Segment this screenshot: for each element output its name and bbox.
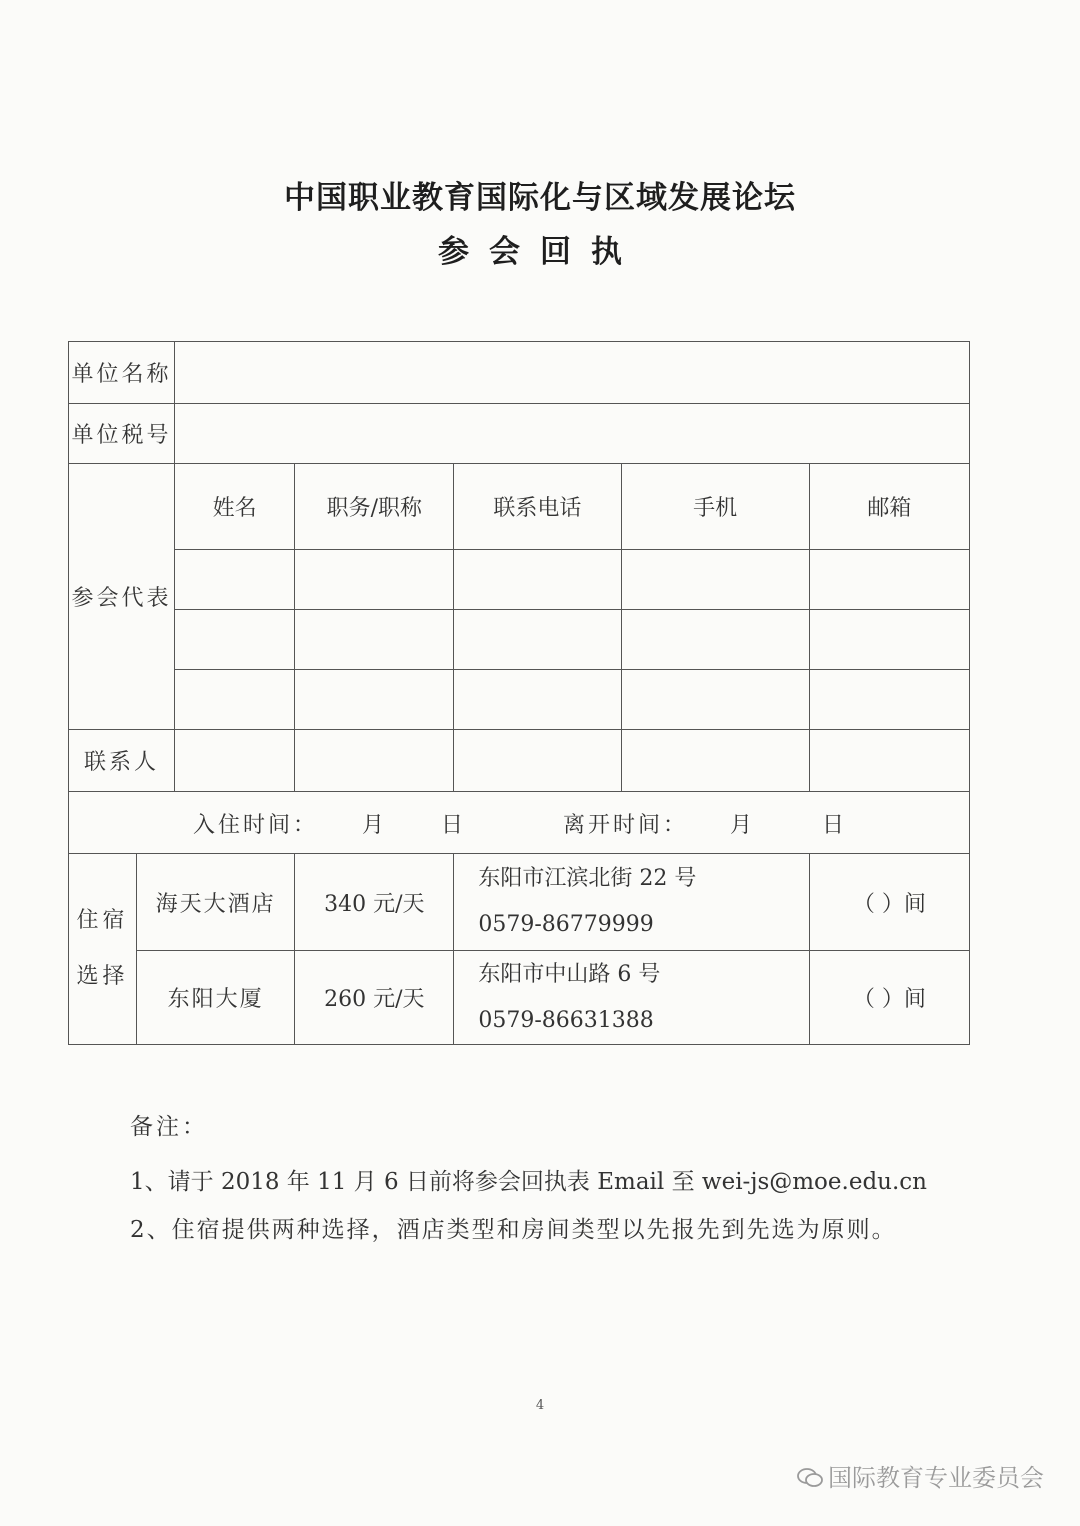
- col-header-name: 姓名: [175, 464, 295, 550]
- hotel-address-cell: [454, 854, 809, 951]
- watermark: [796, 1458, 1044, 1493]
- stay-choice-label: [69, 854, 137, 1045]
- rep-name-cell[interactable]: [175, 670, 295, 730]
- contact-phone-cell[interactable]: [454, 730, 621, 792]
- note-item-1: 1、请于 2018 年 11 月 6 日前将参会回执表 Email 至 wei-js@moe.edu.cn: [130, 1169, 927, 1195]
- hotel-phone: 0579-86779999: [478, 912, 654, 937]
- hotel-row: [69, 854, 970, 951]
- notes-heading: 备注：: [130, 1114, 208, 1140]
- checkout-day: 日: [822, 812, 845, 838]
- note-item-2: 2、住宿提供两种选择，酒店类型和房间类型以先报先到先选为原则。: [130, 1217, 897, 1243]
- checkout-month: 月: [730, 812, 753, 838]
- rep-mobile-cell[interactable]: [621, 670, 809, 730]
- checkin-month: 月: [362, 812, 385, 838]
- hotel-address: 东阳市江滨北街 22 号: [478, 866, 697, 891]
- checkout-label: 离开时间：: [563, 812, 689, 838]
- hotel-name: 东阳大厦: [137, 951, 295, 1045]
- col-header-title: 职务/职称: [295, 464, 454, 550]
- rep-phone-cell[interactable]: [454, 550, 621, 610]
- registration-form: [68, 341, 970, 1045]
- rep-phone-cell[interactable]: [454, 670, 621, 730]
- watermark-text: 国际教育专业委员会: [828, 1464, 1044, 1492]
- rep-title-cell[interactable]: [295, 550, 454, 610]
- stay-label-line1: 住宿: [76, 908, 129, 933]
- hotel-phone: 0579-86631388: [478, 1007, 654, 1033]
- rep-email-cell[interactable]: [809, 550, 969, 610]
- stay-label-line2: 选择: [76, 964, 129, 989]
- col-header-phone: 联系电话: [454, 464, 621, 550]
- contact-title-cell[interactable]: [295, 730, 454, 792]
- hotel-price: 340 元/天: [295, 854, 454, 951]
- checkin-label: 入住时间：: [193, 812, 319, 838]
- table-row: [69, 670, 970, 730]
- contact-label: 联系人: [69, 730, 175, 792]
- rep-email-cell[interactable]: [809, 610, 969, 670]
- col-header-mobile: 手机: [621, 464, 809, 550]
- stay-dates-row: [69, 792, 970, 854]
- col-header-email: 邮箱: [809, 464, 969, 550]
- rep-title-cell[interactable]: [295, 670, 454, 730]
- document-title: 中国职业教育国际化与区域发展论坛: [284, 180, 796, 216]
- unit-name-label: 单位名称: [69, 342, 175, 404]
- checkin-day: 日: [441, 812, 464, 838]
- contact-name-cell[interactable]: [175, 730, 295, 792]
- rep-name-cell[interactable]: [175, 550, 295, 610]
- hotel-rooms[interactable]: （ ）间: [809, 951, 969, 1045]
- page-number: 4: [535, 1398, 545, 1413]
- rep-mobile-cell[interactable]: [621, 610, 809, 670]
- contact-email-cell[interactable]: [809, 730, 969, 792]
- rep-name-cell[interactable]: [175, 610, 295, 670]
- rep-title-cell[interactable]: [295, 610, 454, 670]
- table-row: [69, 550, 970, 610]
- hotel-name: 海天大酒店: [137, 854, 295, 951]
- hotel-price: 260 元/天: [295, 951, 454, 1045]
- table-row: [69, 610, 970, 670]
- hotel-address: 东阳市中山路 6 号: [478, 961, 661, 987]
- contact-mobile-cell[interactable]: [621, 730, 809, 792]
- hotel-row: [69, 951, 970, 1045]
- hotel-address-cell: [454, 951, 809, 1045]
- document-subtitle: 参会回执: [438, 234, 642, 270]
- rep-label: 参会代表: [69, 464, 175, 730]
- wechat-icon: [796, 1467, 824, 1489]
- rep-mobile-cell[interactable]: [621, 550, 809, 610]
- unit-name-field[interactable]: [175, 342, 970, 404]
- hotel-rooms[interactable]: （ ）间: [809, 854, 969, 951]
- rep-email-cell[interactable]: [809, 670, 969, 730]
- rep-phone-cell[interactable]: [454, 610, 621, 670]
- unit-tax-label: 单位税号: [69, 404, 175, 464]
- unit-tax-field[interactable]: [175, 404, 970, 464]
